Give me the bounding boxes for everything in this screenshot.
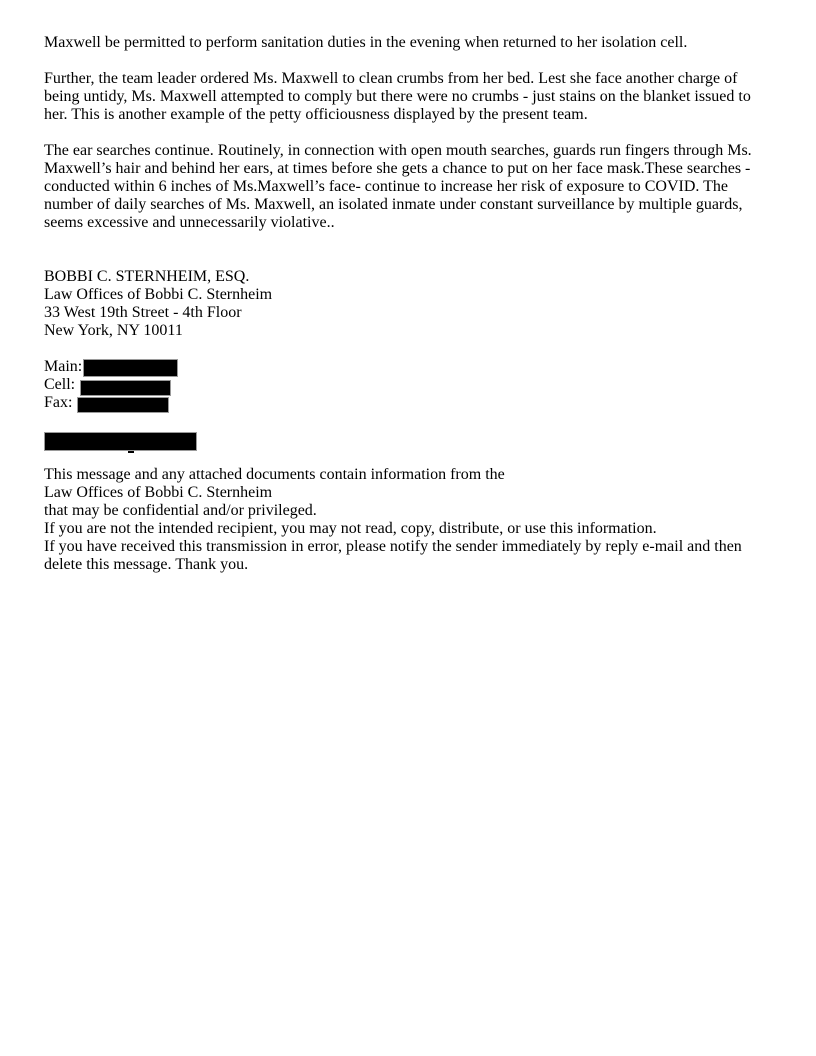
signature-city: New York, NY 10011 — [44, 322, 183, 339]
paragraph-line: conducted within 6 inches of Ms.Maxwell’s face- continue to increase her risk of exposure to COVID. The — [44, 178, 728, 195]
signature-block — [44, 268, 784, 340]
contact-block — [44, 358, 784, 412]
disclaimer-line: delete this message. Thank you. — [44, 556, 249, 573]
paragraph-line: The ear searches continue. Routinely, in connection with open mouth searches, guards run fingers through Ms. — [44, 142, 752, 159]
phone-line-fax — [44, 394, 784, 412]
paragraph-line: being untidy, Ms. Maxwell attempted to comply but there were no crumbs - just stains on the blanket issued to — [44, 88, 751, 105]
disclaimer-line: Law Offices of Bobbi C. Sternheim — [44, 484, 273, 501]
signature-street: 33 West 19th Street - 4th Floor — [44, 304, 242, 321]
disclaimer-block — [44, 466, 784, 574]
disclaimer-line: This message and any attached documents contain information from the — [44, 466, 505, 483]
paragraph-line: number of daily searches of Ms. Maxwell, an isolated inmate under constant surveillance by multiple guards, — [44, 196, 743, 213]
paragraph-line: Further, the team leader ordered Ms. Maxwell to clean crumbs from her bed. Lest she face another charge of — [44, 70, 738, 87]
signature-name: BOBBI C. STERNHEIM, ESQ. — [44, 268, 250, 285]
paragraph-line: seems excessive and unnecessarily violative.. — [44, 214, 335, 231]
paragraph-line: her. This is another example of the petty officiousness displayed by the present team. — [44, 106, 588, 123]
paragraph-ear-searches — [44, 142, 784, 232]
disclaimer-line: If you are not the intended recipient, you may not read, copy, distribute, or use this information. — [44, 520, 657, 537]
phone-label-main: Main: — [44, 358, 83, 375]
redaction-bar-main-number — [83, 359, 178, 377]
disclaimer-line: that may be confidential and/or privileged. — [44, 502, 317, 519]
document-content — [44, 34, 784, 592]
phone-line-cell — [44, 376, 784, 394]
paragraph-line: Maxwell be permitted to perform sanitation duties in the evening when returned to her isolation cell. — [44, 34, 688, 51]
redaction-bar-fax-number — [77, 397, 169, 413]
paragraph-line: Maxwell’s hair and behind her ears, at times before she gets a chance to put on her face mask.These searches - — [44, 160, 751, 177]
signature-firm: Law Offices of Bobbi C. Sternheim — [44, 286, 273, 303]
email-line — [44, 430, 784, 448]
email-redaction-block — [44, 430, 784, 448]
paragraph-crumbs — [44, 70, 784, 124]
redaction-bar-email — [44, 432, 197, 451]
phone-label-fax: Fax: — [44, 394, 73, 411]
disclaimer-line: If you have received this transmission in error, please notify the sender immediately by reply e-mail and then — [44, 538, 742, 555]
phone-label-cell: Cell: — [44, 376, 76, 393]
paragraph-sanitation — [44, 34, 784, 52]
redaction-descender-mark — [128, 451, 134, 453]
phone-line-main — [44, 358, 784, 376]
